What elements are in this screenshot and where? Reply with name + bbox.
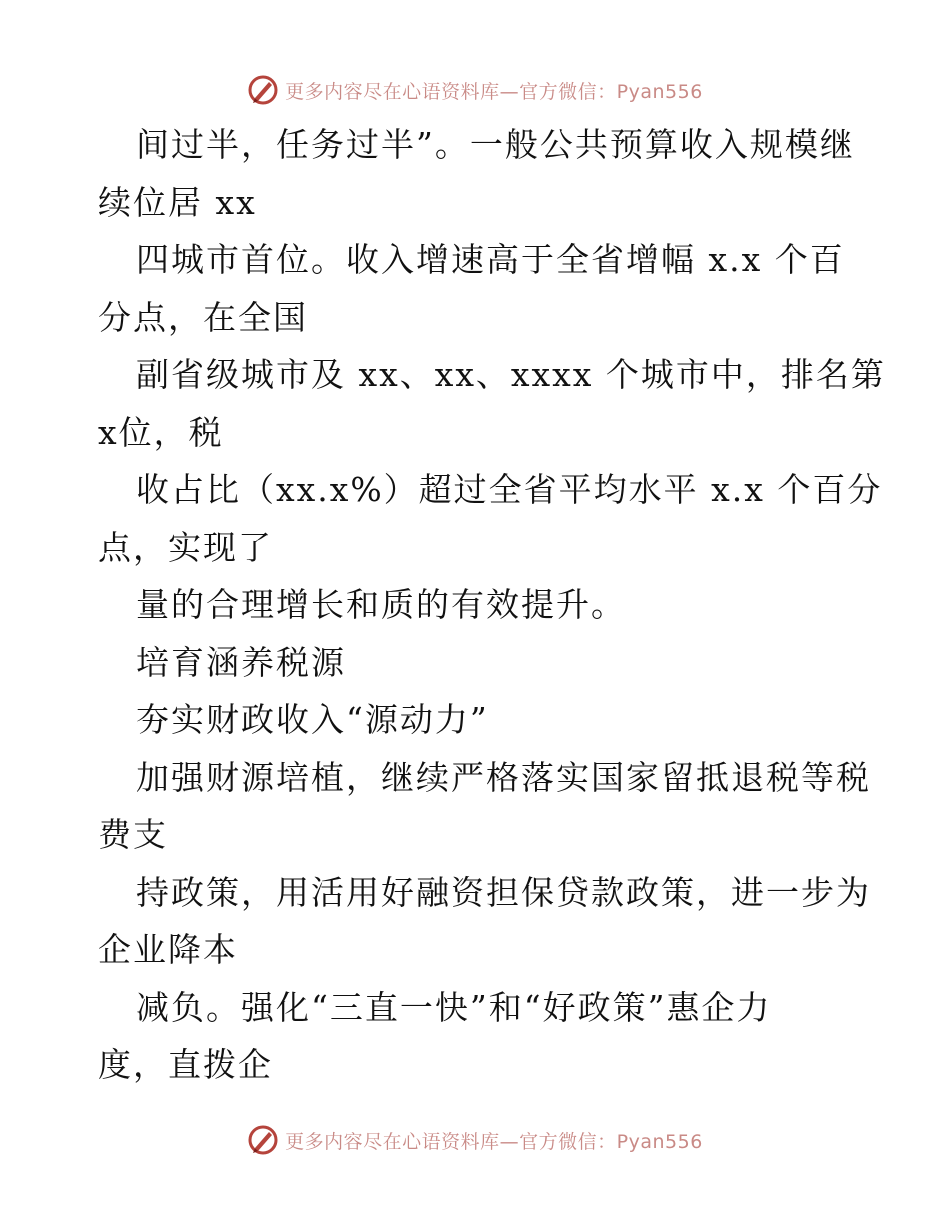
section-subheading: 夯实财政收入“源动力” — [136, 700, 489, 739]
text-line: 点，实现了 — [98, 527, 273, 567]
text-line: 副省级城市及 xx、xx、xxxx 个城市中，排名第 — [136, 355, 886, 394]
pen-circle-logo-icon — [247, 1124, 279, 1156]
text-line: 四城市首位。收入增速高于全省增幅 x.x 个百 — [136, 240, 845, 279]
text-line: 持政策，用活用好融资担保贷款政策，进一步为 — [136, 872, 871, 912]
footer-watermark-banner — [0, 1120, 950, 1160]
text-line: 减负。强化“三直一快”和“好政策”惠企力 — [136, 987, 772, 1027]
document-body — [98, 116, 886, 1094]
text-line: x位，税 — [98, 412, 224, 452]
pen-circle-logo-icon — [247, 74, 279, 106]
text-line: 分点，在全国 — [98, 297, 308, 337]
text-line: 续位居 xx — [98, 182, 257, 222]
watermark-text: 更多内容尽在心语资料库—官方微信：Pyan556 — [285, 80, 703, 103]
text-line: 收占比（xx.x%）超过全省平均水平 x.x 个百分 — [136, 470, 883, 509]
text-line: 加强财源培植，继续严格落实国家留抵退税等税 — [136, 757, 871, 797]
text-line: 企业降本 — [98, 930, 238, 969]
section-heading: 培育涵养税源 — [136, 642, 346, 682]
watermark-text: 更多内容尽在心语资料库—官方微信：Pyan556 — [285, 1130, 703, 1153]
text-line: 费支 — [98, 815, 168, 854]
text-line: 量的合理增长和质的有效提升。 — [136, 585, 626, 624]
text-line: 度，直拨企 — [98, 1045, 273, 1084]
header-watermark-banner — [0, 70, 950, 110]
text-line: 间过半，任务过半”。一般公共预算收入规模继 — [136, 125, 855, 164]
